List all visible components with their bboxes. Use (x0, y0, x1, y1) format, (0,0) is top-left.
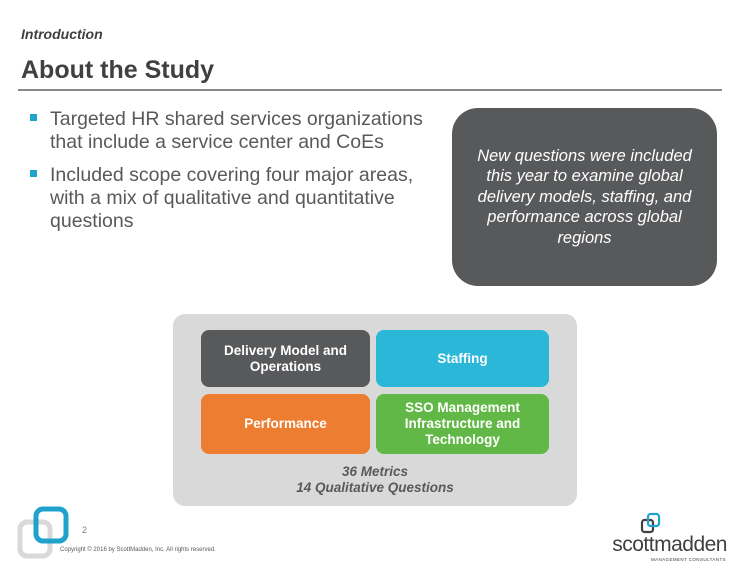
area-tile-delivery-model: Delivery Model and Operations (201, 330, 370, 387)
brand-mark-icon (640, 512, 662, 534)
footer-logo-icon (16, 506, 74, 562)
bullet-square-icon (30, 170, 37, 177)
page-number: 2 (82, 525, 88, 535)
bullet-text: Targeted HR shared services organizations that include a service center and CoEs (50, 108, 423, 153)
area-tile-sso-management: SSO Management Infrastructure and Technology (376, 394, 549, 454)
callout-text: New questions were included this year to examine global delivery models, staffing, and performance across global regions (477, 146, 692, 247)
metrics-count: 36 Metrics (341, 464, 409, 479)
qualitative-count: 14 Qualitative Questions (296, 480, 454, 495)
scope-areas-panel (173, 314, 577, 506)
area-tile-performance: Performance (201, 394, 370, 454)
area-tile-staffing: Staffing (376, 330, 549, 387)
copyright-text: Copyright © 2016 by ScottMadden, Inc. All rights reserved. (60, 547, 216, 553)
brand-tagline: MANAGEMENT CONSULTANTS (650, 557, 726, 562)
bullet-item (30, 164, 440, 233)
section-kicker: Introduction (21, 26, 103, 42)
bullet-list (30, 108, 440, 243)
bullet-text: Included scope covering four major areas, with a mix of qualitative and quantitative questions (50, 164, 414, 232)
panel-caption (173, 464, 577, 496)
brand-logo (602, 510, 730, 566)
callout-box (452, 108, 717, 286)
slide-title: About the Study (21, 56, 215, 84)
brand-name: scottmadden (612, 533, 727, 556)
bullet-square-icon (30, 114, 37, 121)
title-divider (18, 89, 722, 91)
bullet-item (30, 108, 440, 154)
